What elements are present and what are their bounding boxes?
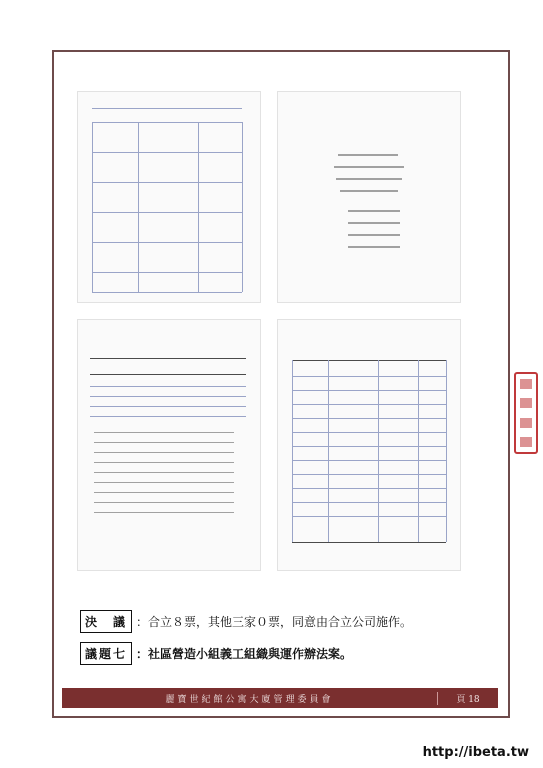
scanned-quotation-1	[78, 92, 260, 302]
scanned-quotation-2	[278, 92, 460, 302]
footer-title: 麗寶世紀館公寓大廈管理委員會	[165, 694, 334, 705]
scanned-quotation-3	[78, 320, 260, 570]
agenda-item-7-row	[80, 642, 486, 665]
agenda-item-7-label: 議題七	[80, 642, 132, 665]
page-number: 頁 18	[437, 692, 498, 705]
decision-text: ：合立８票，其他三家０票，同意由合立公司施作。	[136, 615, 413, 629]
watermark-url: http://ibeta.tw	[422, 745, 529, 760]
decision-row	[80, 610, 486, 633]
seal-stamp	[514, 372, 538, 454]
footer-bar	[62, 688, 498, 708]
document-page	[52, 50, 510, 718]
agenda-item-7-text: ：社區營造小組義工組織與運作辦法案。	[136, 647, 353, 661]
scanned-estimate-form	[278, 320, 460, 570]
decision-label: 決 議	[80, 610, 132, 633]
